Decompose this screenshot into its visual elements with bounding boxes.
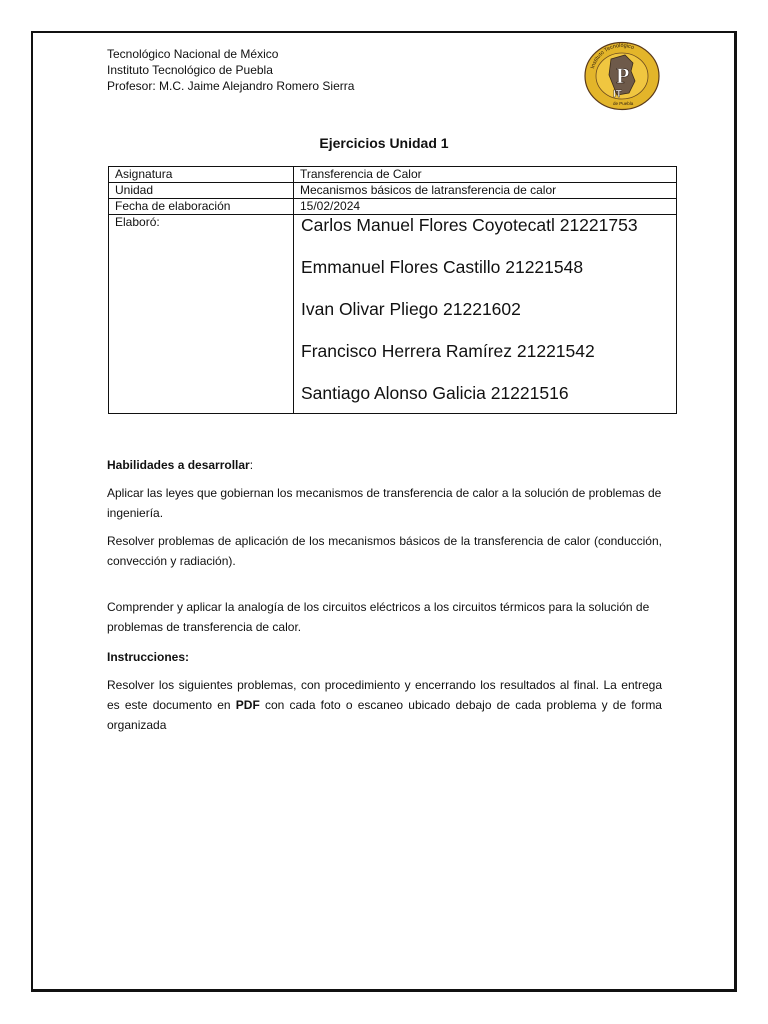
author-label: Elaboró:: [109, 215, 294, 414]
document-title: Ejercicios Unidad 1: [319, 135, 449, 151]
skills-paragraph-2: Resolver problemas de aplicación de los mecanismos básicos de la transferencia de calor (conducción, convección y radiación).: [107, 534, 662, 568]
instructions-heading: Instrucciones:: [107, 650, 190, 664]
row-label: Fecha de elaboración: [109, 199, 294, 215]
svg-text:P: P: [616, 63, 630, 88]
skills-paragraph-3: Comprender y aplicar la analogía de los circuitos eléctricos a los circuitos térmicos para la solución de problemas de transferencia de calor.: [107, 600, 650, 634]
header-line-3: Profesor: M.C. Jaime Alejandro Romero Sierra: [107, 79, 355, 93]
skills-paragraph-1: Aplicar las leyes que gobiernan los mecanismos de transferencia de calor a la solución de problemas de ingeniería.: [107, 486, 662, 520]
instructions-text-a: Resolver los siguientes problemas, con procedimiento y encerrando los resultados al final. La entrega es este documento en: [107, 678, 662, 712]
row-value: 15/02/2024: [294, 199, 677, 215]
table-row-authors: [109, 215, 677, 414]
institution-header: [107, 46, 354, 94]
instructions-text-b: con cada foto o escaneo ubicado debajo de cada problema y de forma organizada: [107, 698, 662, 732]
header-line-1: Tecnológico Nacional de México: [107, 47, 279, 61]
row-value: Transferencia de Calor: [294, 167, 677, 183]
svg-text:IT: IT: [613, 89, 622, 100]
table-row: [109, 199, 677, 215]
author-name: Francisco Herrera Ramírez 21221542: [301, 341, 595, 361]
instructions-pdf: PDF: [235, 698, 260, 712]
table-row: [109, 167, 677, 183]
row-value: Mecanismos básicos de latransferencia de calor: [294, 183, 677, 199]
svg-text:de Puebla: de Puebla: [613, 101, 634, 106]
institute-logo-seal: [583, 41, 661, 111]
author-name: Emmanuel Flores Castillo 21221548: [301, 257, 584, 277]
table-row: [109, 183, 677, 199]
row-label: Asignatura: [109, 167, 294, 183]
row-label: Unidad: [109, 183, 294, 199]
instructions-paragraph: [107, 675, 662, 735]
skills-heading-line: [107, 455, 662, 475]
svg-text:Instituto Tecnológico: Instituto Tecnológico: [590, 42, 635, 70]
author-name: Santiago Alonso Galicia 21221516: [301, 383, 569, 403]
author-name: Ivan Olivar Pliego 21221602: [301, 299, 521, 319]
author-name: Carlos Manuel Flores Coyotecatl 21221753: [301, 215, 638, 235]
authors-cell: [294, 215, 677, 414]
header-line-2: Instituto Tecnológico de Puebla: [107, 63, 273, 77]
info-table: [108, 166, 677, 414]
skills-heading: Habilidades a desarrollar: [107, 458, 250, 472]
skills-heading-colon: :: [249, 458, 254, 472]
